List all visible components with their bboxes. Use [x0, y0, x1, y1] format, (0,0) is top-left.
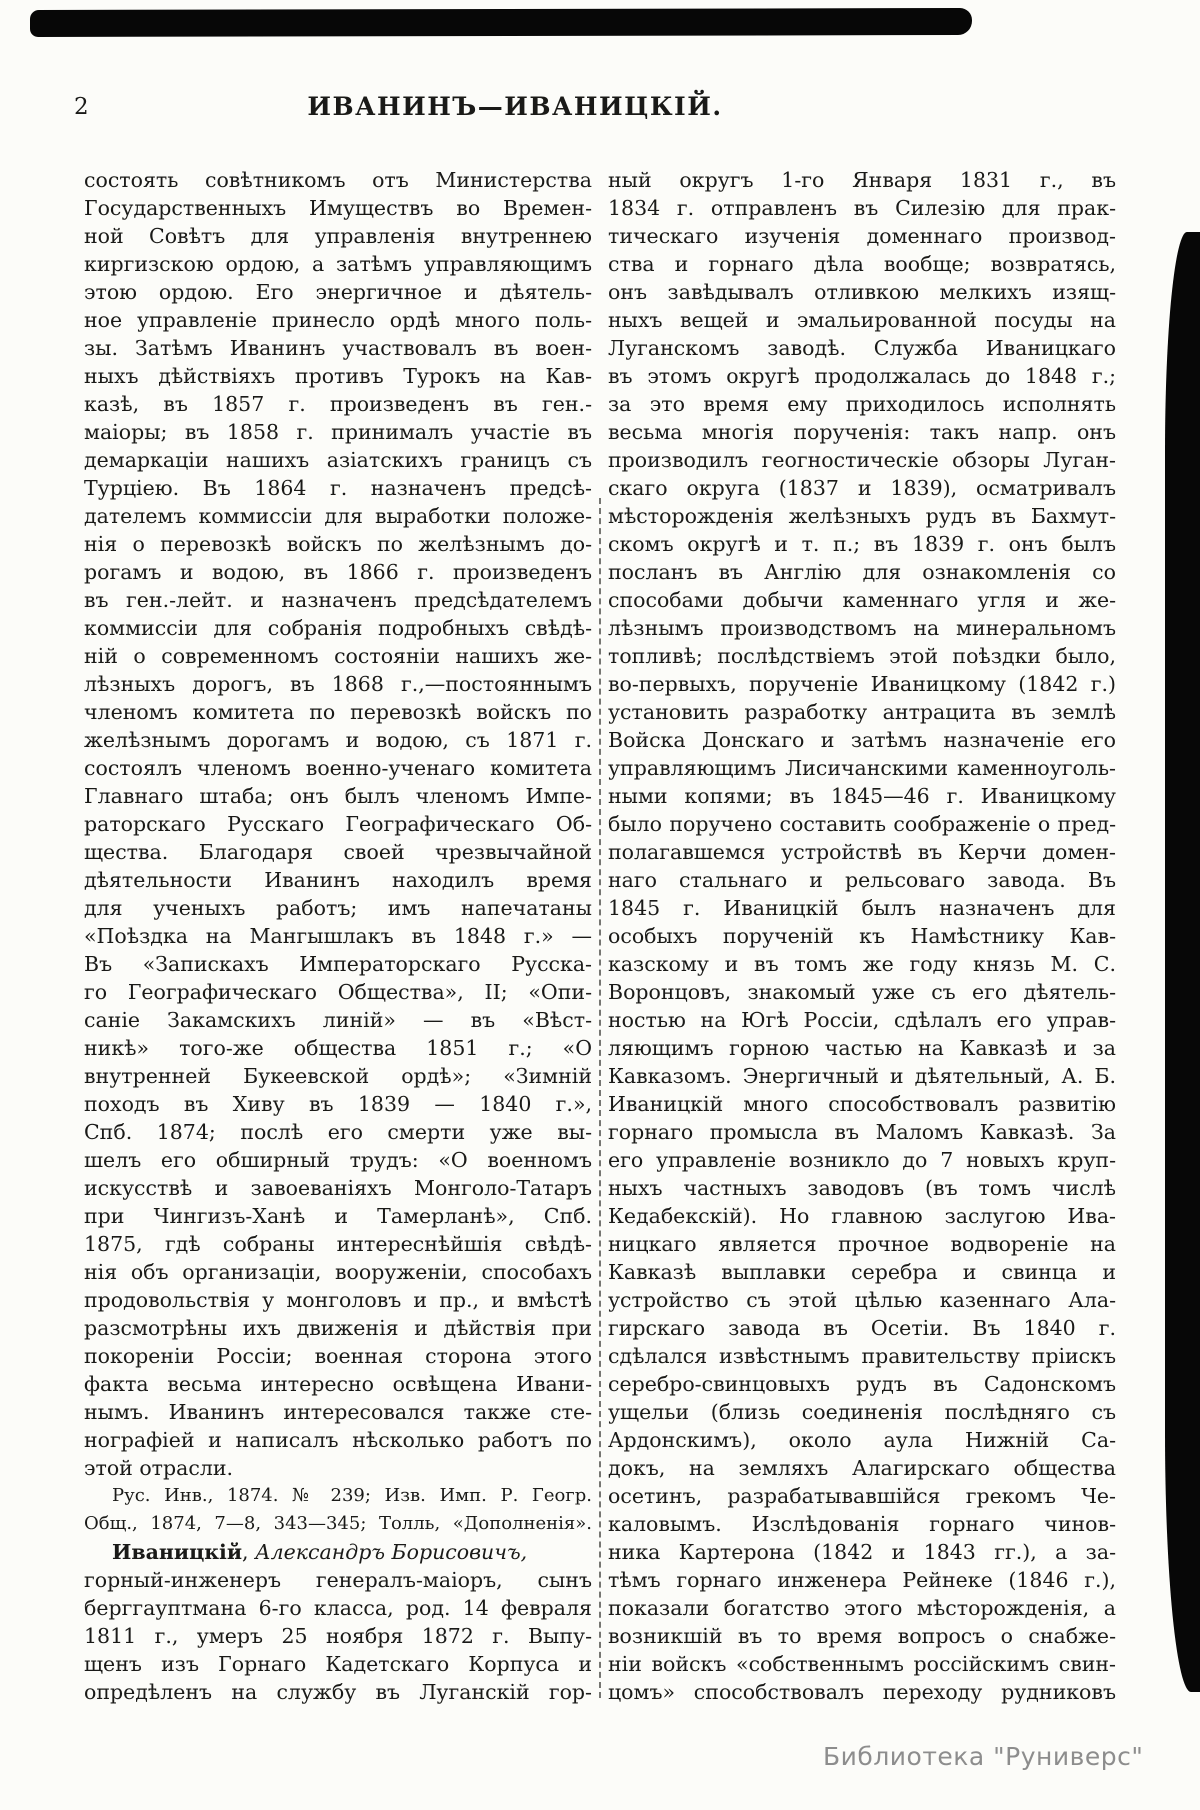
text-line: зы. Затѣмъ Иванинъ участвовалъ въ воен- — [84, 336, 592, 360]
text-line: каловымъ. Изслѣдованія горнаго чинов- — [608, 1512, 1116, 1536]
text-line: полагавшемся устройствѣ въ Керчи домен- — [608, 840, 1116, 864]
text-line: этой отрасли. — [84, 1456, 234, 1480]
text-line: Спб. 1874; послѣ его смерти уже вы- — [84, 1120, 592, 1144]
text-line: ника Картерона (1842 и 1843 гг.), а за- — [608, 1540, 1116, 1564]
text-line: серебро-свинцовыхъ рудъ въ Садонскомъ — [608, 1372, 1116, 1396]
text-line: дѣятельности Иванинъ находилъ время — [84, 868, 592, 892]
text-line: Общ., 1874, 7—8, 343—345; Толль, «Дополненія». — [84, 1513, 592, 1534]
text-line: Главнаго штаба; онъ былъ членомъ Импе- — [84, 784, 592, 808]
entry-heading-line — [84, 1538, 592, 1566]
text-line: ныхъ частныхъ заводовъ (въ томъ числѣ — [608, 1176, 1116, 1200]
text-line: Кедабекскій). Но главною заслугою Ива- — [608, 1204, 1116, 1228]
text-line: киргизскою ордою, а затѣмъ управляющимъ — [84, 252, 592, 276]
text-line: горный-инженеръ генералъ-маіоръ, сынъ — [84, 1568, 592, 1592]
text-line: ной Совѣтъ для управленія внутреннею — [84, 224, 592, 248]
text-line: его управленіе возникло до 7 новыхъ круп- — [608, 1148, 1116, 1172]
text-line: гирскаго завода въ Осетіи. Въ 1840 г. — [608, 1316, 1116, 1340]
text-line: было поручено составить соображеніе о пред- — [608, 812, 1116, 836]
text-line: производилъ геогностическіе обзоры Луган- — [608, 448, 1116, 472]
text-line: во-первыхъ, порученіе Иваницкому (1842 г.) — [608, 672, 1116, 696]
text-line: устройство съ этой цѣлью казеннаго Ала- — [608, 1288, 1116, 1312]
text-line: казскому и въ томъ же году князь М. С. — [608, 952, 1116, 976]
text-line: Луганскомъ заводѣ. Служба Иваницкаго — [608, 336, 1116, 360]
text-line: управляющимъ Лисичанскими каменноуголь- — [608, 756, 1116, 780]
text-line: Турціею. Въ 1864 г. назначенъ предсѣ- — [84, 476, 592, 500]
text-line: щенъ изъ Горнаго Кадетскаго Корпуса и — [84, 1652, 592, 1676]
text-line: членомъ комитета по перевозкѣ войскъ по — [84, 700, 592, 724]
text-line: посланъ въ Англію для ознакомленія со — [608, 560, 1116, 584]
text-line: го Географическаго Общества», II; «Опи- — [84, 980, 592, 1004]
text-line: ній о современномъ состояніи нашихъ же- — [84, 644, 592, 668]
text-line: мѣсторожденія желѣзныхъ рудъ въ Бахмут- — [608, 504, 1116, 528]
scan-artifact-right-band — [1165, 232, 1200, 1692]
text-line: цомъ» способствовалъ переходу рудниковъ — [608, 1680, 1116, 1704]
text-line: 1811 г., умеръ 25 ноября 1872 г. Выпу- — [84, 1624, 592, 1648]
text-line: докъ, на земляхъ Алагирскаго общества — [608, 1456, 1116, 1480]
text-line: покореніи Россіи; военная сторона этого — [84, 1344, 592, 1368]
text-line: Воронцовъ, знакомый уже съ его дѣятель- — [608, 980, 1116, 1004]
text-line: горнаго промысла въ Маломъ Кавказѣ. За — [608, 1120, 1116, 1144]
page-number: 2 — [74, 94, 89, 120]
text-line: Кавказѣ выплавки серебра и свинца и — [608, 1260, 1116, 1284]
text-line: казѣ, въ 1857 г. произведенъ въ ген.- — [84, 392, 592, 416]
text-line: продовольствія у монголовъ и пр., и вмѣстѣ — [84, 1288, 592, 1312]
text-line: ное управленіе принесло ордѣ много поль- — [84, 308, 592, 332]
text-line: Въ «Запискахъ Императорскаго Русска- — [84, 952, 592, 976]
text-line: наго стальнаго и рельсоваго завода. Въ — [608, 868, 1116, 892]
text-line: осетинъ, разрабатывавшійся грекомъ Че- — [608, 1484, 1116, 1508]
entry-name: Иваницкій — [112, 1540, 243, 1564]
running-title: ИВАНИНЪ—ИВАНИЦКІЙ. — [307, 92, 723, 121]
text-line: Войска Донскаго и затѣмъ назначеніе его — [608, 728, 1116, 752]
text-line: Кавказомъ. Энергичный и дѣятельный, А. Б. — [608, 1064, 1116, 1088]
column-divider-rule — [599, 498, 601, 1698]
text-line: рогамъ и водою, въ 1866 г. произведенъ — [84, 560, 592, 584]
text-line: особыхъ порученій къ Намѣстнику Кав- — [608, 924, 1116, 948]
text-line: онъ завѣдывалъ отливкою мелкихъ изящ- — [608, 280, 1116, 304]
text-line: разсмотрѣны ихъ движенія и дѣйствія при — [84, 1316, 592, 1340]
text-line: ный округъ 1-го Января 1831 г., въ — [608, 168, 1116, 192]
text-line: этою ордою. Его энергичное и дѣятель- — [84, 280, 592, 304]
text-line: топливѣ; послѣдствіемъ этой поѣздки было, — [608, 644, 1116, 668]
text-line: факта весьма интересно освѣщена Ивани- — [84, 1372, 592, 1396]
text-line: 1845 г. Иваницкій былъ назначенъ для — [608, 896, 1116, 920]
text-line: лѣзныхъ дорогъ, въ 1868 г.,—постояннымъ — [84, 672, 592, 696]
text-line: 1875, гдѣ собраны интереснѣйшія свѣдѣ- — [84, 1232, 592, 1256]
text-line: показали богатство этого мѣсторожденія, а — [608, 1596, 1116, 1620]
text-line: тѣмъ горнаго инженера Рейнеке (1846 г.), — [608, 1568, 1116, 1592]
text-line: Государственныхъ Имуществъ во Времен- — [84, 196, 592, 220]
scan-artifact-top-bar — [30, 8, 972, 37]
text-line: нымъ. Иванинъ интересовался также сте- — [84, 1400, 592, 1424]
text-line: состоялъ членомъ военно-ученаго комитета — [84, 756, 592, 780]
text-line: состоять совѣтникомъ отъ Министерства — [84, 168, 592, 192]
text-line: берггауптмана 6-го класса, род. 14 февраля — [84, 1596, 592, 1620]
text-line: способами добычи каменнаго угля и же- — [608, 588, 1116, 612]
text-line: лѣзнымъ производствомъ на минеральномъ — [608, 616, 1116, 640]
text-line: ущельи (близь соединенія послѣдняго съ — [608, 1400, 1116, 1424]
text-line: маіоры; въ 1858 г. принималъ участіе въ — [84, 420, 592, 444]
text-line: никѣ» того-же общества 1851 г.; «О — [84, 1036, 592, 1060]
text-line: раторскаго Русскаго Географическаго Об- — [84, 812, 592, 836]
text-line: скомъ округѣ и т. п.; въ 1839 г. онъ былъ — [608, 532, 1116, 556]
text-line: искусствѣ и завоеваніяхъ Монголо-Татаръ — [84, 1176, 592, 1200]
text-line: при Чингизъ-Ханѣ и Тамерланѣ», Спб. — [84, 1204, 592, 1228]
text-line: коммиссіи для собранія подробныхъ свѣдѣ- — [84, 616, 592, 640]
text-line: опредѣленъ на службу въ Луганскій гор- — [84, 1680, 592, 1704]
text-line: ляющимъ горною частью на Кавказѣ и за — [608, 1036, 1116, 1060]
text-line: скаго округа (1837 и 1839), осматривалъ — [608, 476, 1116, 500]
text-line: желѣзнымъ дорогамъ и водою, съ 1871 г. — [84, 728, 592, 752]
text-line: установить разработку антрацита въ землѣ — [608, 700, 1116, 724]
text-line: Иваницкій много способствовалъ развитію — [608, 1092, 1116, 1116]
text-line: для ученыхъ работъ; имъ напечатаны — [84, 896, 592, 920]
right-text-column — [608, 166, 1116, 1706]
text-line: походъ въ Хиву въ 1839 — 1840 г.», — [84, 1092, 592, 1116]
text-line: щества. Благодаря своей чрезвычайной — [84, 840, 592, 864]
text-line: сдѣлался извѣстнымъ правительству пріискъ — [608, 1344, 1116, 1368]
text-line: нія о перевозкѣ войскъ по желѣзнымъ до- — [84, 532, 592, 556]
entry-separator: , — [242, 1540, 256, 1564]
text-line: ницкаго является прочное водвореніе на — [608, 1232, 1116, 1256]
text-line: за это время ему приходилось исполнять — [608, 392, 1116, 416]
entry-patronymic: Александръ Борисовичъ, — [255, 1540, 528, 1564]
text-line: нографіей и написалъ нѣсколько работъ по — [84, 1428, 592, 1452]
text-line: ныхъ вещей и эмальированной посуды на — [608, 308, 1116, 332]
text-line: Рус. Инв., 1874. № 239; Изв. Имп. Р. Геогр. — [112, 1485, 592, 1506]
text-line: демаркаціи нашихъ азіатскихъ границъ съ — [84, 448, 592, 472]
text-line: шелъ его обширный трудъ: «О военномъ — [84, 1148, 592, 1172]
text-line: ніи войскъ «собственнымъ россійскимъ свин- — [608, 1652, 1116, 1676]
text-line: дателемъ коммиссіи для выработки положе- — [84, 504, 592, 528]
text-line: нія объ организаціи, вооруженіи, способахъ — [84, 1260, 592, 1284]
library-watermark: Библиотека "Руниверс" — [823, 1742, 1144, 1771]
text-line: Ардонскимъ), около аула Нижній Са- — [608, 1428, 1116, 1452]
text-line: ныхъ дѣйствіяхъ противъ Турокъ на Кав- — [84, 364, 592, 388]
text-line: внутренней Букеевской ордѣ»; «Зимній — [84, 1064, 592, 1088]
text-line: въ ген.-лейт. и назначенъ предсѣдателемъ — [84, 588, 592, 612]
left-text-column — [84, 166, 592, 1706]
text-line: тическаго изученія доменнаго производ- — [608, 224, 1116, 248]
text-line: ностью на Югѣ Россіи, сдѣлалъ его управ- — [608, 1008, 1116, 1032]
text-line: возникшій въ то время вопросъ о снабже- — [608, 1624, 1116, 1648]
text-line: «Поѣздка на Мангышлакъ въ 1848 г.» — — [84, 924, 592, 948]
text-line: ными копями; въ 1845—46 г. Иваницкому — [608, 784, 1116, 808]
text-line: ства и горнаго дѣла вообще; возвратясь, — [608, 252, 1116, 276]
text-line: саніе Закамскихъ линій» — въ «Вѣст- — [84, 1008, 592, 1032]
text-line: 1834 г. отправленъ въ Силезію для прак- — [608, 196, 1116, 220]
text-line: въ этомъ округѣ продолжалась до 1848 г.; — [608, 364, 1116, 388]
text-line: весьма многія порученія: такъ напр. онъ — [608, 420, 1116, 444]
